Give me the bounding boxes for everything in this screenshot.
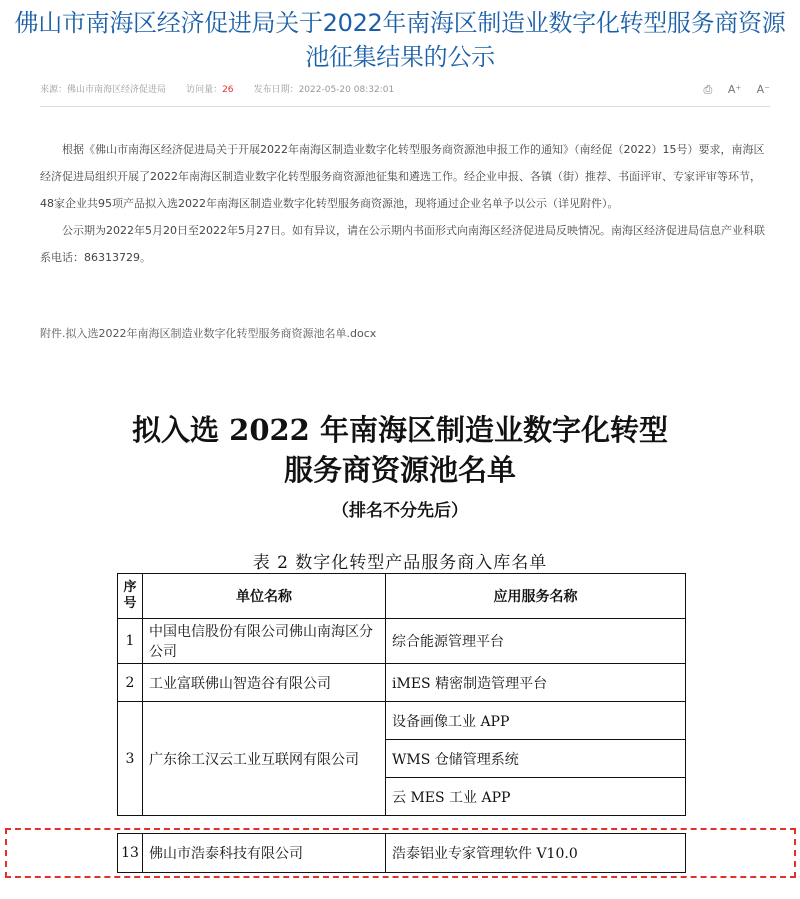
row-service: 综合能源管理平台 <box>386 619 686 664</box>
visits-label: 访问量： <box>186 85 223 95</box>
header-service: 应用服务名称 <box>386 574 686 619</box>
row-seq: 1 <box>118 619 143 664</box>
source-label: 来源： <box>40 85 68 95</box>
header-seq-bottom: 号 <box>123 596 137 611</box>
document-title-line1: 拟入选 2022 年南海区制造业数字化转型 <box>132 413 668 447</box>
table-row <box>118 619 686 664</box>
article-tools <box>692 82 771 98</box>
article-meta <box>40 82 770 98</box>
font-decrease-icon[interactable]: A⁻ <box>756 83 770 96</box>
row-unit: 中国电信股份有限公司佛山南海区分公司 <box>143 619 386 664</box>
publish-date: 2022-05-20 08:32:01 <box>298 85 395 95</box>
row-unit: 佛山市浩泰科技有限公司 <box>143 834 386 873</box>
provider-table <box>117 573 686 816</box>
highlighted-row-table <box>117 833 686 873</box>
document-subtitle: （排名不分先后） <box>332 501 468 521</box>
row-seq: 2 <box>118 664 143 702</box>
article-title-line2: 池征集结果的公示 <box>305 43 495 71</box>
source-value: 佛山市南海区经济促进局 <box>67 85 167 95</box>
article-title-line1: 佛山市南海区经济促进局关于2022年南海区制造业数字化转型服务商资源 <box>14 9 786 37</box>
row-unit: 工业富联佛山智造谷有限公司 <box>143 664 386 702</box>
visits-count: 26 <box>222 85 234 95</box>
row-seq: 13 <box>118 834 143 873</box>
table-caption: 表 2 数字化转型产品服务商入库名单 <box>252 553 548 573</box>
row-service: 浩泰铝业专家管理软件 V10.0 <box>386 834 686 873</box>
row-service: WMS 仓储管理系统 <box>386 740 686 778</box>
attachment-link[interactable]: 附件.拟入选2022年南海区制造业数字化转型服务商资源池名单.docx <box>40 327 377 340</box>
header-seq-top: 序 <box>123 580 137 595</box>
row-service: 设备画像工业 APP <box>386 702 686 740</box>
font-increase-icon[interactable]: A⁺ <box>727 83 742 96</box>
row-unit: 广东徐工汉云工业互联网有限公司 <box>143 702 386 816</box>
row-service: 云 MES 工业 APP <box>386 778 686 816</box>
document-title-line2: 服务商资源池名单 <box>283 453 516 487</box>
header-unit: 单位名称 <box>143 574 386 619</box>
table-row-highlighted <box>118 834 686 873</box>
row-seq: 3 <box>118 702 143 816</box>
article-title <box>0 6 800 74</box>
table-row <box>118 664 686 702</box>
body-paragraph-2: 公示期为2022年5月20日至2022年5月27日。如有异议，请在公示期内书面形式向南海区经济促进局反映情况。南海区经济促进局信息产业科联系电话：86313729。 <box>40 224 765 264</box>
article-body <box>40 136 770 271</box>
document-title <box>0 410 800 490</box>
table-row <box>118 702 686 740</box>
meta-divider <box>40 106 770 107</box>
body-paragraph-1: 根据《佛山市南海区经济促进局关于开展2022年南海区制造业数字化转型服务商资源池申报工作的通知》（南经促（2022）15号）要求，南海区经济促进局组织开展了2022年南海区制造业数字化转型服务商资源池征集和遴选工作。经企业申报、各镇（街）推荐、书面评审、专家评审等环节，48家企业共95项产品拟入选2022年南海区制造业数字化转型服务商资源池，现将通过企业名单予以公示（详见附件）。 <box>40 143 765 210</box>
header-seq <box>118 574 143 619</box>
print-icon[interactable]: ⎙ <box>703 83 713 96</box>
table-header-row <box>118 574 686 619</box>
row-service: iMES 精密制造管理平台 <box>386 664 686 702</box>
date-label: 发布日期： <box>253 85 299 95</box>
